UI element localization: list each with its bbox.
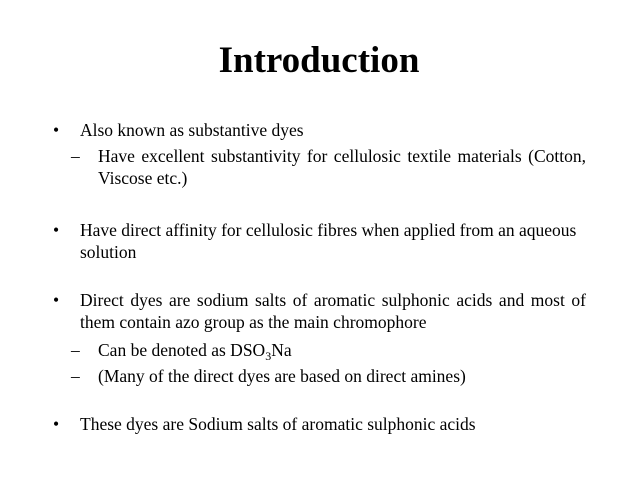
bullet-text-3: Direct dyes are sodium salts of aromatic sulphonic acids and most of them contain azo group as the main chromophore [80, 290, 586, 332]
sub-bullet-text-1-1: Have excellent substantivity for cellulosic textile materials (Cotton, Viscose etc.) [98, 146, 586, 188]
bullet-marker: • [53, 414, 60, 434]
bullet-marker: • [53, 120, 60, 140]
bullet-marker: • [53, 220, 60, 240]
bullet-marker: • [53, 290, 60, 310]
sub-bullet-text-3-1 [98, 339, 586, 361]
slide-title: Introduction [218, 40, 420, 81]
formula-suffix: Na [271, 340, 292, 360]
sub-bullet-marker: – [71, 366, 80, 386]
sub-bullet-marker: – [71, 146, 80, 166]
sub-bullet-marker: – [71, 340, 80, 360]
formula-prefix: Can be denoted as DSO [98, 340, 266, 360]
bullet-text-2: Have direct affinity for cellulosic fibres when applied from an aqueous solution [80, 220, 577, 262]
sub-bullet-text-3-2: (Many of the direct dyes are based on direct amines) [98, 366, 466, 386]
formula-subscript: 3 [265, 349, 272, 363]
bullet-text-4: These dyes are Sodium salts of aromatic sulphonic acids [80, 414, 476, 434]
bullet-text-1: Also known as substantive dyes [80, 120, 304, 140]
